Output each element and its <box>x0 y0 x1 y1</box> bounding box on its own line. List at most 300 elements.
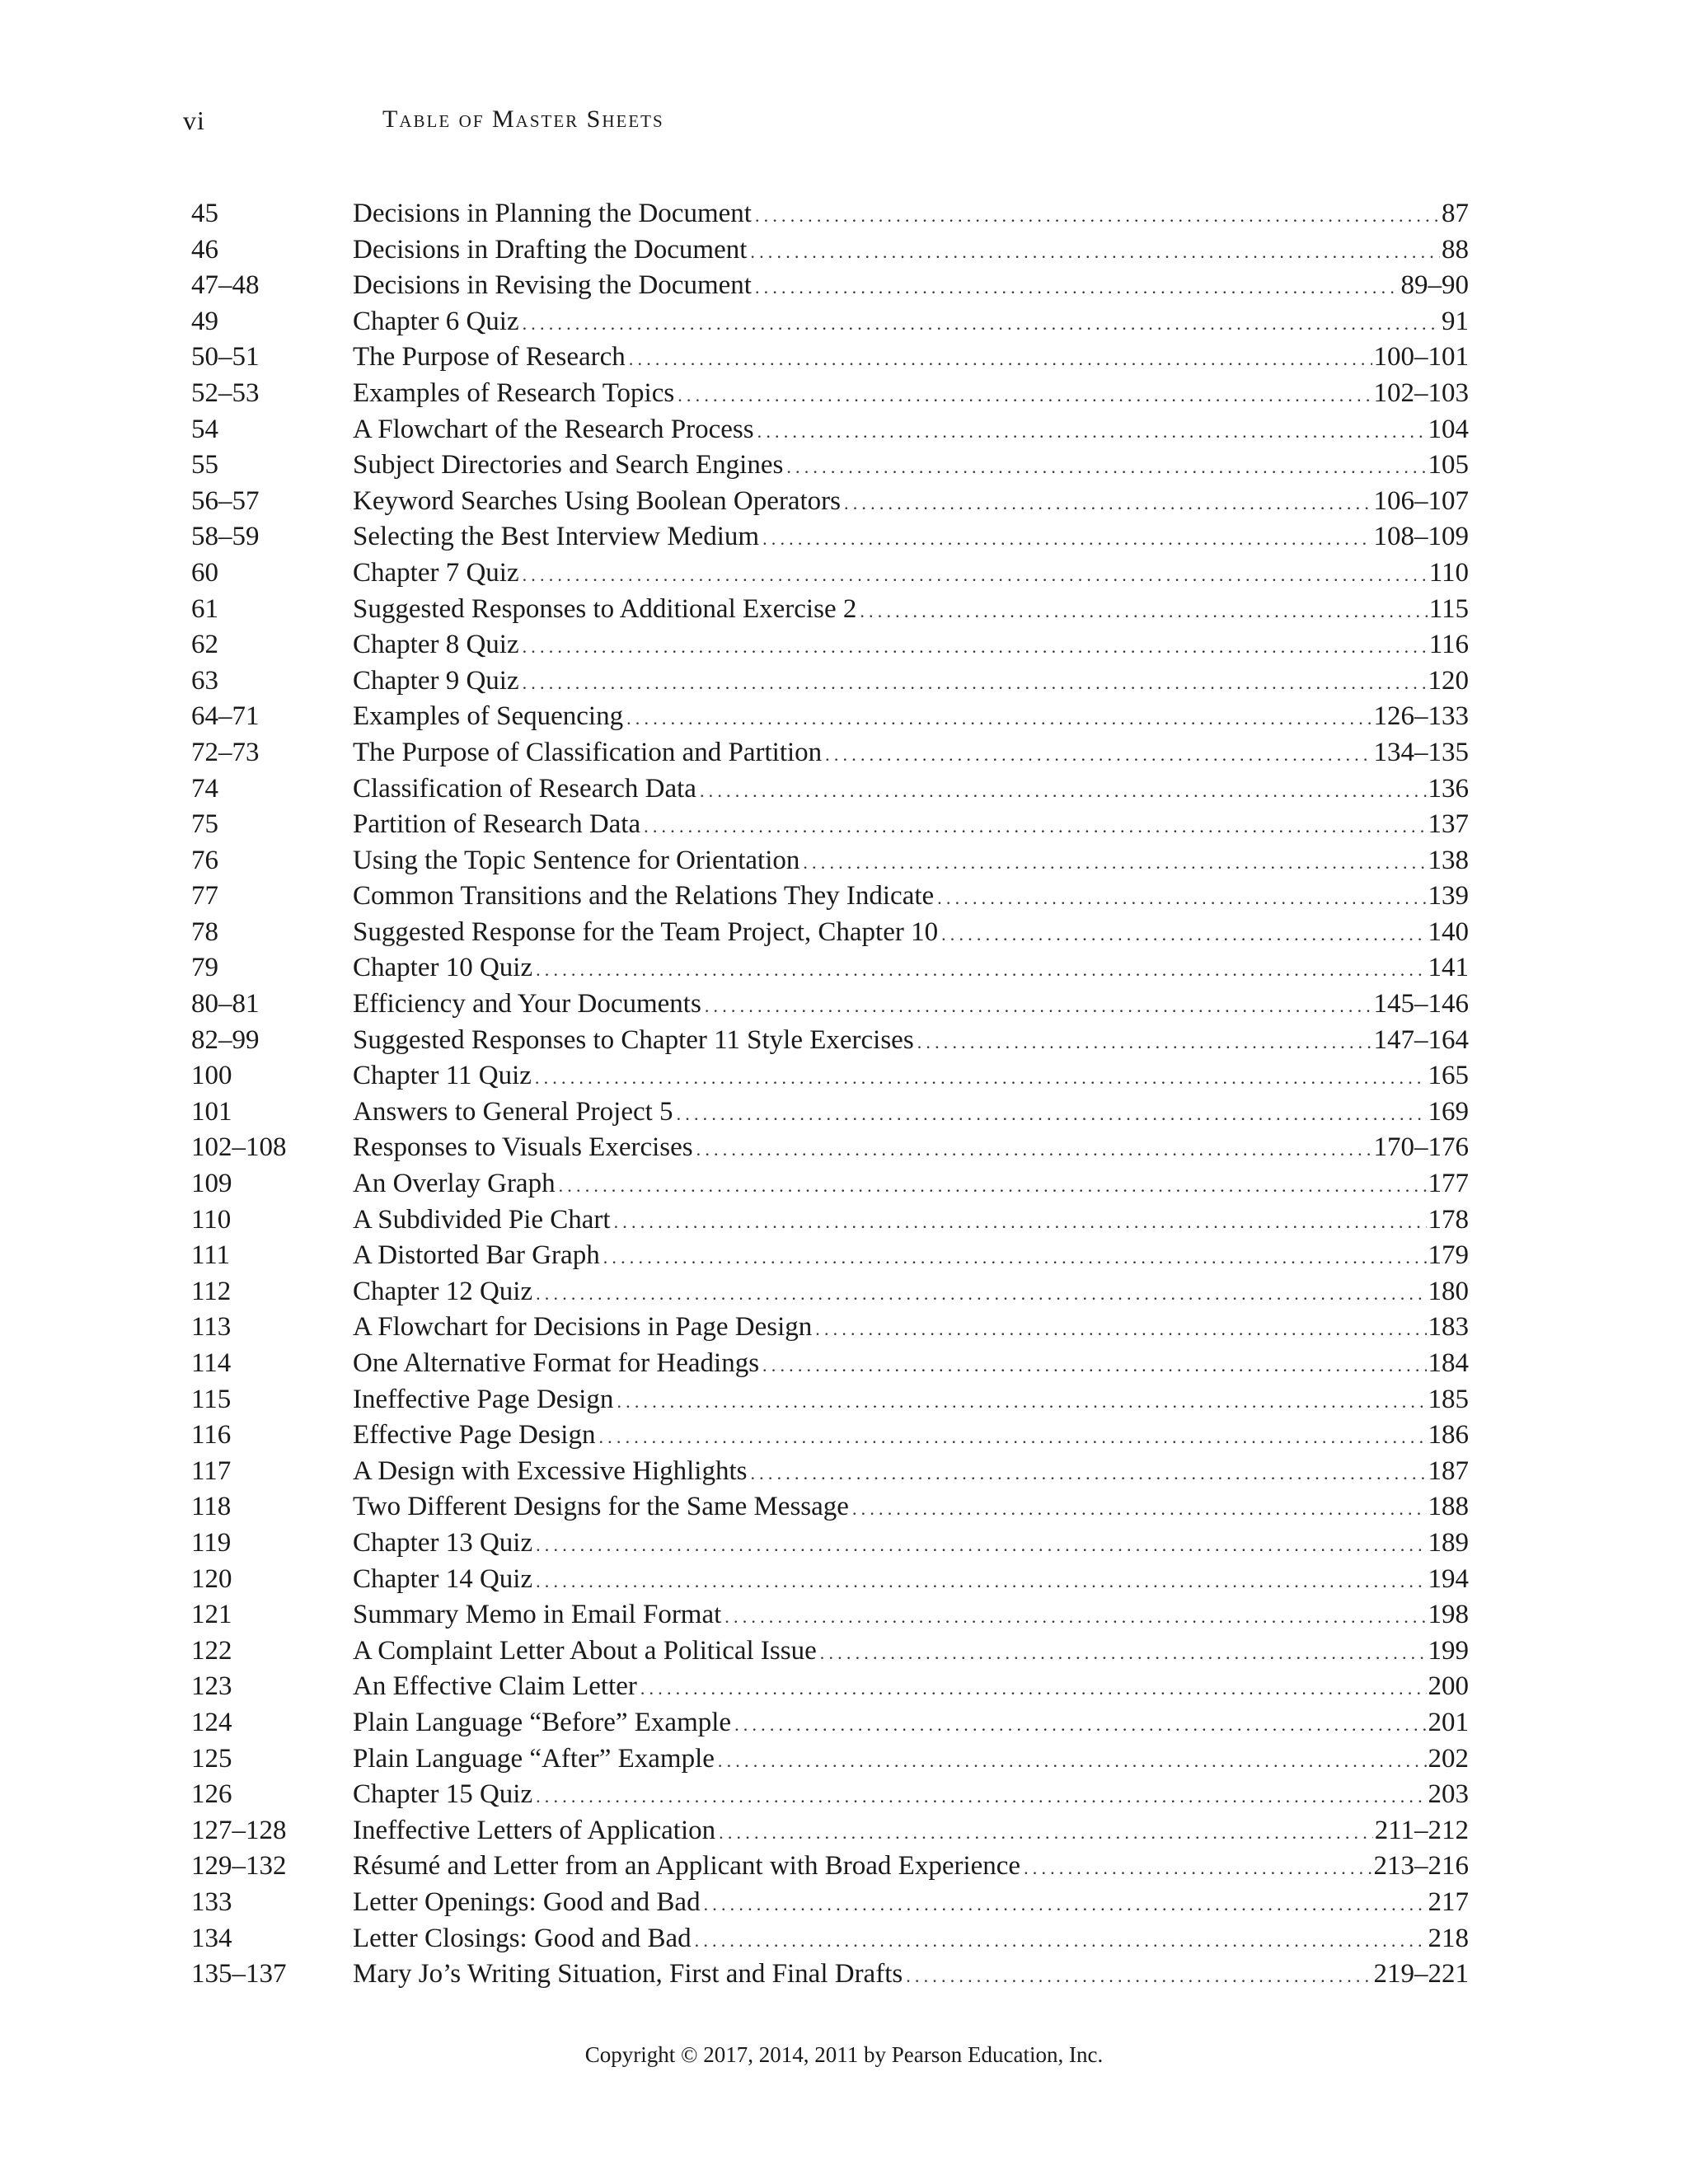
master-sheet-number: 100 <box>191 1061 232 1091</box>
toc-row <box>191 879 1469 915</box>
toc-row <box>191 1238 1469 1274</box>
master-sheet-title: Chapter 12 Quiz <box>353 1276 533 1306</box>
page-reference: 88 <box>1442 234 1469 265</box>
master-sheet-title: Keyword Searches Using Boolean Operators <box>353 485 842 516</box>
dot-leader <box>523 306 1440 342</box>
page-reference: 200 <box>1428 1671 1469 1702</box>
toc-row <box>191 376 1469 412</box>
dot-leader <box>786 449 1426 485</box>
master-sheet-title: Examples of Sequencing <box>353 701 624 732</box>
toc-entry <box>353 1023 1469 1061</box>
dot-leader <box>617 1384 1426 1420</box>
page-reference: 115 <box>1428 593 1469 624</box>
toc-entry <box>353 843 1469 881</box>
toc-row <box>191 1813 1469 1849</box>
dot-leader <box>535 1060 1427 1096</box>
master-sheet-number: 135–137 <box>191 1959 287 1990</box>
master-sheet-number: 61 <box>191 593 218 624</box>
page-reference: 87 <box>1442 199 1469 228</box>
running-title: Table of Master Sheets <box>382 105 664 133</box>
master-sheet-title: Summary Memo in Email Format <box>353 1600 722 1630</box>
toc-entry <box>353 1813 1469 1851</box>
master-sheet-title: Chapter 13 Quiz <box>353 1527 533 1558</box>
dot-leader <box>750 234 1440 270</box>
master-sheet-number: 80–81 <box>191 989 260 1019</box>
page-reference: 139 <box>1428 881 1469 912</box>
dot-leader <box>696 1132 1372 1168</box>
master-sheet-title: Chapter 8 Quiz <box>353 630 519 660</box>
master-sheet-number: 127–128 <box>191 1815 287 1845</box>
master-sheet-number: 117 <box>191 1455 232 1486</box>
dot-leader <box>559 1168 1427 1204</box>
dot-leader <box>718 1743 1427 1779</box>
dot-leader <box>536 1779 1426 1815</box>
toc-row <box>191 1418 1469 1454</box>
master-sheet-title: A Distorted Bar Graph <box>353 1240 600 1271</box>
master-sheet-title: An Effective Claim Letter <box>353 1671 637 1702</box>
master-sheet-title: Chapter 9 Quiz <box>353 665 519 696</box>
toc-entry <box>353 1669 1469 1707</box>
toc-row <box>191 592 1469 628</box>
toc-entry <box>353 915 1469 953</box>
master-sheet-title: Decisions in Drafting the Document <box>353 234 748 265</box>
master-sheet-title: A Flowchart for Decisions in Page Design <box>353 1312 813 1343</box>
dot-leader <box>523 557 1428 593</box>
master-sheet-number: 49 <box>191 306 218 336</box>
toc-row <box>191 304 1469 340</box>
master-sheet-title: A Subdivided Pie Chart <box>353 1204 611 1235</box>
toc-row <box>191 1526 1469 1562</box>
master-sheet-number: 82–99 <box>191 1024 260 1055</box>
dot-leader <box>1024 1850 1372 1886</box>
dot-leader <box>536 952 1426 988</box>
toc-row <box>191 950 1469 987</box>
page-reference: 104 <box>1428 414 1469 444</box>
toc-entry <box>353 412 1469 450</box>
master-sheet-title: Answers to General Project 5 <box>353 1096 673 1127</box>
dot-leader <box>523 629 1428 665</box>
toc-entry <box>353 1130 1469 1168</box>
toc-row <box>191 555 1469 592</box>
toc-entry <box>353 1921 1469 1959</box>
toc-row <box>191 1094 1469 1131</box>
page-reference: 180 <box>1428 1276 1469 1306</box>
master-sheet-title: Letter Openings: Good and Bad <box>353 1886 701 1917</box>
toc-entry <box>353 627 1469 665</box>
dot-leader <box>844 485 1372 522</box>
toc-entry <box>353 1849 1469 1886</box>
page-reference: 102–103 <box>1373 377 1469 408</box>
dot-leader <box>803 845 1426 881</box>
toc-entry <box>353 1741 1469 1779</box>
page-reference: 169 <box>1428 1096 1469 1127</box>
master-sheet-number: 62 <box>191 630 218 660</box>
master-sheet-title: Mary Jo’s Writing Situation, First and Final Drafts <box>353 1959 903 1990</box>
master-sheet-title: Ineffective Page Design <box>353 1384 614 1414</box>
toc-row <box>191 1130 1469 1166</box>
toc-row <box>191 412 1469 448</box>
toc-row <box>191 1885 1469 1921</box>
page-reference: 147–164 <box>1373 1024 1469 1055</box>
master-sheet-title: Selecting the Best Interview Medium <box>353 522 760 552</box>
page-reference: 136 <box>1428 773 1469 804</box>
toc-row <box>191 807 1469 843</box>
master-sheet-title: Letter Closings: Good and Bad <box>353 1923 692 1953</box>
page-reference: 188 <box>1428 1492 1469 1522</box>
master-sheet-title: Effective Page Design <box>353 1420 596 1451</box>
dot-leader <box>629 341 1372 377</box>
master-sheet-title: The Purpose of Classification and Partition <box>353 737 823 767</box>
master-sheet-number: 112 <box>191 1276 232 1306</box>
toc-entry <box>353 1562 1469 1600</box>
toc-entry <box>353 987 1469 1024</box>
dot-leader <box>815 1311 1426 1347</box>
toc-row <box>191 843 1469 879</box>
master-sheet-title: Classification of Research Data <box>353 773 696 804</box>
dot-leader <box>757 414 1427 450</box>
toc-row <box>191 663 1469 700</box>
dot-leader <box>825 737 1372 773</box>
page-reference: 89–90 <box>1400 270 1469 301</box>
dot-leader <box>860 593 1427 630</box>
master-sheet-title: Subject Directories and Search Engines <box>353 450 784 480</box>
master-sheet-title: Chapter 11 Quiz <box>353 1061 532 1091</box>
toc-row <box>191 232 1469 269</box>
page-reference: 179 <box>1428 1240 1469 1271</box>
toc-entry <box>353 1885 1469 1923</box>
dot-leader <box>906 1958 1372 1994</box>
master-sheet-number: 115 <box>191 1384 232 1414</box>
master-sheet-number: 63 <box>191 665 218 696</box>
page-reference: 105 <box>1428 450 1469 480</box>
toc-row <box>191 1310 1469 1346</box>
toc-row <box>191 915 1469 951</box>
master-sheet-number: 72–73 <box>191 737 260 767</box>
page-reference: 201 <box>1428 1707 1469 1737</box>
toc-row <box>191 1023 1469 1059</box>
master-sheet-number: 129–132 <box>191 1851 287 1882</box>
toc-row <box>191 1669 1469 1705</box>
dot-leader <box>536 1563 1426 1600</box>
master-sheet-number: 54 <box>191 414 218 444</box>
master-sheet-title: Suggested Responses to Chapter 11 Style Exercises <box>353 1024 914 1055</box>
page-reference: 140 <box>1428 916 1469 947</box>
dot-leader <box>695 1923 1427 1959</box>
toc-row <box>191 1382 1469 1418</box>
master-sheet-title: Common Transitions and the Relations They Indicate <box>353 881 935 912</box>
page-reference: 202 <box>1428 1743 1469 1774</box>
dot-leader <box>598 1419 1426 1455</box>
page-reference: 213–216 <box>1373 1851 1469 1882</box>
toc-row <box>191 1777 1469 1813</box>
toc-entry <box>353 1310 1469 1347</box>
master-sheet-number: 134 <box>191 1923 232 1953</box>
toc-entry <box>353 592 1469 630</box>
toc-entry <box>353 1058 1469 1096</box>
toc-entry <box>353 1382 1469 1420</box>
toc-entry <box>353 1489 1469 1527</box>
toc-entry <box>353 268 1469 306</box>
page-reference: 217 <box>1428 1886 1469 1917</box>
master-sheet-number: 123 <box>191 1671 232 1702</box>
dot-leader <box>917 1024 1372 1061</box>
toc-entry <box>353 1166 1469 1204</box>
dot-leader <box>734 1707 1426 1743</box>
master-sheet-title: Using the Topic Sentence for Orientation <box>353 845 800 875</box>
toc-entry <box>353 1202 1469 1240</box>
dot-leader <box>937 880 1426 916</box>
page-reference: 178 <box>1428 1204 1469 1235</box>
master-sheet-number: 114 <box>191 1348 232 1378</box>
master-sheet-number: 77 <box>191 881 218 912</box>
page-reference: 184 <box>1428 1348 1469 1378</box>
toc-row <box>191 519 1469 555</box>
master-sheet-number: 113 <box>191 1312 232 1343</box>
page-reference: 138 <box>1428 845 1469 875</box>
master-sheet-number: 109 <box>191 1169 232 1199</box>
toc-row <box>191 340 1469 376</box>
page-reference: 219–221 <box>1373 1959 1469 1990</box>
toc-entry <box>353 1094 1469 1132</box>
page-reference: 194 <box>1428 1563 1469 1594</box>
master-sheet-number: 133 <box>191 1886 232 1917</box>
toc-entry <box>353 735 1469 773</box>
master-sheet-number: 119 <box>191 1527 232 1558</box>
master-sheet-title: Ineffective Letters of Application <box>353 1815 716 1845</box>
page-reference: 189 <box>1428 1527 1469 1558</box>
master-sheet-title: Chapter 7 Quiz <box>353 557 519 588</box>
master-sheet-title: Suggested Responses to Additional Exercise 2 <box>353 593 857 624</box>
dot-leader <box>523 665 1427 701</box>
page-reference: 199 <box>1428 1635 1469 1666</box>
dot-leader <box>724 1599 1426 1635</box>
master-sheet-number: 116 <box>191 1420 232 1451</box>
master-sheet-title: Plain Language “After” Example <box>353 1743 715 1774</box>
dot-leader <box>678 377 1372 414</box>
page-reference: 126–133 <box>1373 701 1469 732</box>
master-sheet-title: Suggested Response for the Team Project, Chapter 10 <box>353 916 939 947</box>
page-reference: 134–135 <box>1373 737 1469 767</box>
dot-leader <box>750 1455 1426 1492</box>
master-sheet-title: Decisions in Planning the Document <box>353 199 752 228</box>
master-sheet-title: Chapter 10 Quiz <box>353 953 533 983</box>
master-sheet-number: 45 <box>191 199 218 228</box>
toc-row <box>191 1058 1469 1094</box>
dot-leader <box>852 1491 1427 1527</box>
master-sheet-number: 60 <box>191 557 218 588</box>
master-sheet-title: Examples of Research Topics <box>353 377 675 408</box>
page-reference: 177 <box>1428 1169 1469 1199</box>
toc-entry <box>353 771 1469 809</box>
toc-row <box>191 1633 1469 1670</box>
master-sheet-title: Two Different Designs for the Same Message <box>353 1492 849 1522</box>
master-sheet-number: 47–48 <box>191 270 260 301</box>
dot-leader <box>677 1096 1427 1132</box>
page-reference: 120 <box>1428 665 1469 696</box>
toc-entry <box>353 1777 1469 1815</box>
toc-entry <box>353 1526 1469 1563</box>
master-sheet-title: Chapter 15 Quiz <box>353 1779 533 1810</box>
dot-leader <box>755 198 1440 234</box>
master-sheet-title: Plain Language “Before” Example <box>353 1707 732 1737</box>
toc-entry <box>353 1418 1469 1455</box>
dot-leader <box>762 521 1372 557</box>
toc-row <box>191 196 1469 232</box>
toc-row <box>191 1454 1469 1490</box>
master-sheet-number: 110 <box>191 1204 232 1235</box>
master-sheet-number: 126 <box>191 1779 232 1810</box>
toc-row <box>191 627 1469 663</box>
master-sheet-title: Partition of Research Data <box>353 809 641 840</box>
toc-row <box>191 771 1469 808</box>
toc-row <box>191 1957 1469 1993</box>
master-sheet-number: 120 <box>191 1563 232 1594</box>
page-reference: 183 <box>1428 1312 1469 1343</box>
dot-leader <box>719 1815 1373 1851</box>
master-sheet-title: The Purpose of Research <box>353 342 626 373</box>
toc-entry <box>353 1633 1469 1671</box>
toc-entry <box>353 1597 1469 1635</box>
toc-entry <box>353 232 1469 270</box>
master-sheet-title: One Alternative Format for Headings <box>353 1348 760 1378</box>
master-sheet-number: 78 <box>191 916 218 947</box>
master-sheet-title: A Design with Excessive Highlights <box>353 1455 748 1486</box>
master-sheet-number: 102–108 <box>191 1132 287 1163</box>
master-sheet-number: 58–59 <box>191 522 260 552</box>
page-reference: 186 <box>1428 1420 1469 1451</box>
toc-entry <box>353 1238 1469 1276</box>
master-sheet-title: A Complaint Letter About a Political Issue <box>353 1635 817 1666</box>
toc-entry <box>353 1346 1469 1384</box>
toc-entry <box>353 1957 1469 1994</box>
dot-leader <box>603 1240 1427 1276</box>
toc-row <box>191 1346 1469 1382</box>
toc-entry <box>353 879 1469 916</box>
master-sheet-number: 124 <box>191 1707 232 1737</box>
page-reference: 185 <box>1428 1384 1469 1414</box>
dot-leader <box>536 1276 1426 1312</box>
toc-row <box>191 1849 1469 1885</box>
copyright-footer: Copyright © 2017, 2014, 2011 by Pearson Education, Inc. <box>584 2042 1104 2067</box>
master-sheet-number: 52–53 <box>191 377 260 408</box>
toc-row <box>191 987 1469 1023</box>
master-sheet-title: A Flowchart of the Research Process <box>353 414 754 444</box>
master-sheet-number: 64–71 <box>191 701 260 732</box>
toc-entry <box>353 484 1469 522</box>
toc-entry <box>353 519 1469 557</box>
toc-entry <box>353 699 1469 737</box>
toc-row <box>191 735 1469 771</box>
toc-row <box>191 1274 1469 1310</box>
master-sheet-title: An Overlay Graph <box>353 1169 556 1199</box>
master-sheet-title: Chapter 14 Quiz <box>353 1563 533 1594</box>
page-reference: 218 <box>1428 1923 1469 1953</box>
toc-entry <box>353 663 1469 701</box>
master-sheet-number: 55 <box>191 450 218 480</box>
page-reference: 110 <box>1428 557 1469 588</box>
master-sheet-number: 74 <box>191 773 218 804</box>
page-reference: 106–107 <box>1373 485 1469 516</box>
toc-row <box>191 1921 1469 1957</box>
page-reference: 100–101 <box>1373 342 1469 373</box>
dot-leader <box>704 1886 1427 1923</box>
dot-leader <box>705 988 1372 1024</box>
master-sheet-number: 121 <box>191 1600 232 1630</box>
toc-row <box>191 448 1469 484</box>
page-reference: 91 <box>1442 306 1469 336</box>
dot-leader <box>700 773 1427 809</box>
dot-leader <box>755 269 1400 306</box>
toc-entry <box>353 340 1469 377</box>
toc-row <box>191 1597 1469 1633</box>
master-sheet-number: 125 <box>191 1743 232 1774</box>
toc-entry <box>353 807 1469 845</box>
toc-entry <box>353 1274 1469 1312</box>
dot-leader <box>640 1671 1427 1707</box>
table-of-master-sheets <box>191 196 1469 1993</box>
master-sheet-title: Chapter 6 Quiz <box>353 306 519 336</box>
dot-leader <box>941 916 1426 953</box>
dot-leader <box>626 701 1372 737</box>
master-sheet-title: Résumé and Letter from an Applicant with Broad Experience <box>353 1851 1021 1882</box>
page-reference: 108–109 <box>1373 522 1469 552</box>
toc-row <box>191 268 1469 304</box>
toc-row <box>191 1489 1469 1526</box>
page-number: vi <box>183 105 205 135</box>
dot-leader <box>644 808 1426 845</box>
page-reference: 145–146 <box>1373 989 1469 1019</box>
page-reference: 170–176 <box>1373 1132 1469 1163</box>
page-reference: 198 <box>1428 1600 1469 1630</box>
page-reference: 211–212 <box>1374 1815 1469 1845</box>
master-sheet-title: Responses to Visuals Exercises <box>353 1132 693 1163</box>
master-sheet-number: 76 <box>191 845 218 875</box>
toc-row <box>191 1166 1469 1202</box>
page-reference: 137 <box>1428 809 1469 840</box>
master-sheet-number: 118 <box>191 1492 232 1522</box>
page-reference: 141 <box>1428 953 1469 983</box>
dot-leader <box>820 1635 1427 1671</box>
master-sheet-number: 79 <box>191 953 218 983</box>
master-sheet-title: Efficiency and Your Documents <box>353 989 701 1019</box>
toc-entry <box>353 555 1469 593</box>
toc-entry <box>353 304 1469 342</box>
master-sheet-number: 75 <box>191 809 218 840</box>
toc-row <box>191 699 1469 735</box>
page-reference: 165 <box>1428 1061 1469 1091</box>
page-reference: 203 <box>1428 1779 1469 1810</box>
master-sheet-number: 56–57 <box>191 485 260 516</box>
running-head <box>183 105 1505 138</box>
toc-row <box>191 1562 1469 1598</box>
dot-leader <box>536 1527 1426 1563</box>
master-sheet-number: 46 <box>191 234 218 265</box>
toc-row <box>191 1202 1469 1239</box>
master-sheet-number: 101 <box>191 1096 232 1127</box>
toc-entry <box>353 1454 1469 1492</box>
master-sheet-title: Decisions in Revising the Document <box>353 270 752 301</box>
toc-entry <box>353 376 1469 414</box>
toc-entry <box>353 448 1469 485</box>
page-reference: 187 <box>1428 1455 1469 1486</box>
toc-entry <box>353 196 1469 234</box>
master-sheet-number: 122 <box>191 1635 232 1666</box>
dot-leader <box>614 1204 1427 1240</box>
master-sheet-number: 111 <box>191 1240 231 1271</box>
page-reference: 116 <box>1428 630 1469 660</box>
dot-leader <box>762 1347 1426 1384</box>
toc-row <box>191 484 1469 520</box>
